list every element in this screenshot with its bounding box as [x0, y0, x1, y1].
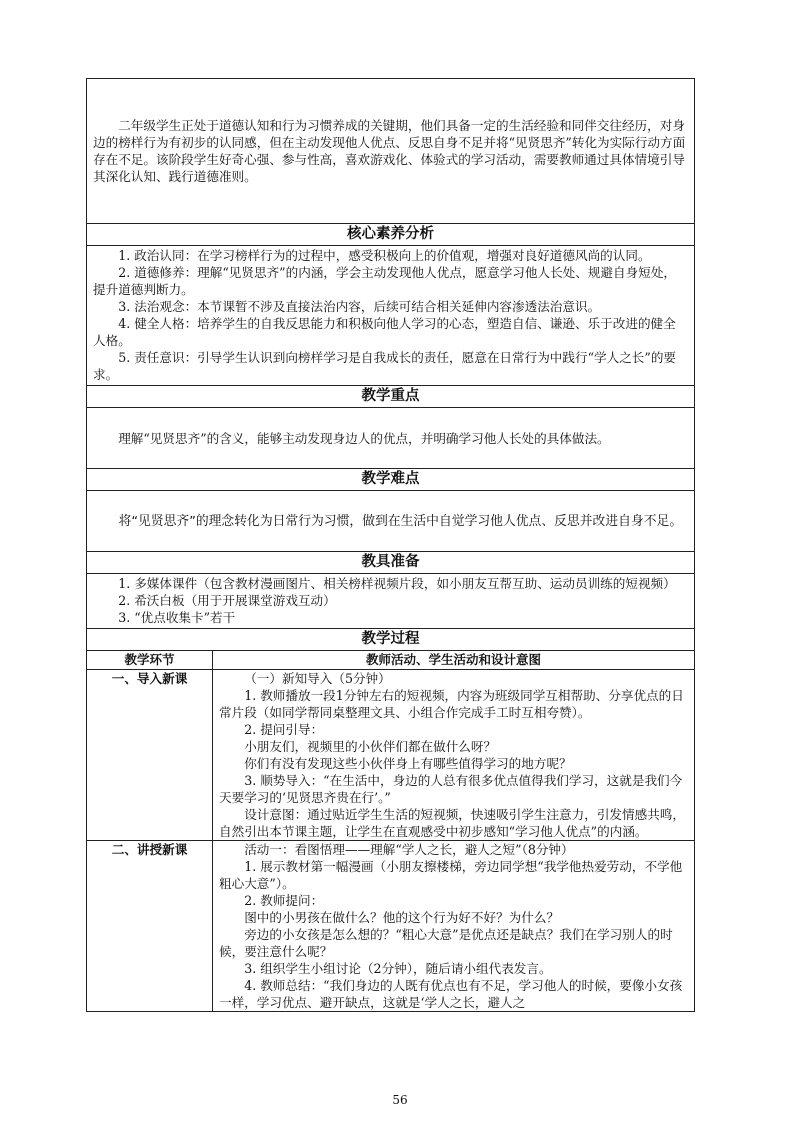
student-analysis-text: 二年级学生正处于道德认知和行为习惯养成的关键期，他们具备一定的生活经验和同伴交往经历，对身边的榜样行为有初步的认同感，但在主动发现他人优点、反思自身不足并将“见贤思齐”转化为实际行动方面存在不足。该阶段学生好奇心强、参与性高，喜欢游戏化、体验式的学习活动，需要教师通过具体情境引导其深化认知、践行道德准则。 — [93, 118, 686, 184]
key-point-heading: 教学重点 — [87, 386, 695, 408]
core-literacy-item: 4. 健全人格：培养学生的自我反思能力和积极向他人学习的心态，塑造自信、谦逊、乐于改进的健全人格。 — [93, 316, 676, 348]
process-heading-row — [87, 629, 695, 651]
process-stage-row — [87, 841, 695, 1012]
difficult-point-row — [87, 491, 695, 552]
core-literacy-heading-row — [87, 224, 695, 246]
stage-name: 二、讲授新课 — [87, 841, 213, 1012]
stage-line: 图中的小男孩在做什么？他的这个行为好不好？为什么？ — [244, 910, 560, 925]
stage-line: 设计意图：通过贴近学生生活的短视频，快速吸引学生注意力，引发情感共鸣，自然引出本节课主题，让学生在直观感受中初步感知“学习他人优点”的内涵。 — [219, 807, 685, 839]
activity-column-header: 教师活动、学生活动和设计意图 — [213, 651, 695, 670]
stage-line: 小朋友们，视频里的小伙伴们都在做什么呀？ — [244, 739, 497, 754]
materials-item: 2. 希沃白板（用于开展课堂游戏互动） — [118, 593, 336, 608]
page-number: 56 — [392, 1093, 408, 1107]
difficult-point-heading: 教学难点 — [87, 469, 695, 491]
process-stage-row — [87, 670, 695, 841]
materials-heading-row — [87, 552, 695, 574]
key-point-heading-row — [87, 386, 695, 408]
difficult-point-heading-row — [87, 469, 695, 491]
stage-line: 你们有没有发现这些小伙伴身上有哪些值得学习的地方呢？ — [244, 756, 572, 771]
stage-column-header: 教学环节 — [87, 651, 213, 670]
process-column-header-row — [87, 651, 695, 670]
lesson-plan-table — [86, 78, 695, 1012]
stage-line: 2. 教师提问： — [244, 893, 324, 908]
core-literacy-row — [87, 246, 695, 386]
process-heading: 教学过程 — [87, 629, 695, 651]
stage-line: 3. 组织学生小组讨论（2分钟），随后请小组代表发言。 — [244, 961, 552, 976]
stage-line: 旁边的小女孩是怎么想的？“粗心大意”是优点还是缺点？我们在学习别人的时候，要注意什么呢？ — [219, 927, 673, 959]
stage-line: 1. 展示教材第一幅漫画（小朋友擦楼梯，旁边同学想“我学他热爱劳动，不学他粗心大意”）。 — [219, 859, 683, 891]
materials-item: 1. 多媒体课件（包含教材漫画图片、相关榜样视频片段，如小朋友互帮互助、运动员训练的短视频） — [118, 576, 676, 591]
stage-line: 2. 提问引导： — [244, 722, 324, 737]
stage-line: 3. 顺势导入：“在生活中，身边的人总有很多优点值得我们学习，这就是我们今天要学习的‘见贤思齐贵在行’。” — [219, 773, 683, 805]
stage-line: 1. 教师播放一段1分钟左右的短视频，内容为班级同学互相帮助、分享优点的日常片段（如同学帮同桌整理文具、小组合作完成手工时互相夸赞）。 — [219, 688, 684, 720]
core-literacy-item: 1. 政治认同：在学习榜样行为的过程中，感受积极向上的价值观，增强对良好道德风尚的认同。 — [118, 248, 651, 263]
key-point-text: 理解“见贤思齐”的含义，能够主动发现身边人的优点，并明确学习他人长处的具体做法。 — [118, 430, 610, 446]
materials-row — [87, 574, 695, 629]
stage-name: 一、导入新课 — [87, 670, 213, 841]
difficult-point-text: 将“见贤思齐”的理念转化为日常行为习惯，做到在生活中自觉学习他人优点、反思并改进自身不足。 — [118, 513, 683, 529]
stage-line: 4. 教师总结：“我们身边的人既有优点也有不足，学习他人的时候，要像小女孩一样，学习优点、避开缺点，这就是‘学人之长，避人之 — [219, 978, 683, 1010]
stage-line: 活动一：看图悟理——理解“学人之长，避人之短”（8分钟） — [244, 842, 574, 857]
student-analysis-row — [87, 79, 695, 224]
core-literacy-heading: 核心素养分析 — [87, 224, 695, 246]
materials-heading: 教具准备 — [87, 552, 695, 574]
core-literacy-item: 3. 法治观念：本节课暂不涉及直接法治内容，后续可结合相关延伸内容渗透法治意识。 — [118, 299, 601, 314]
materials-item: 3. “优点收集卡”若干 — [118, 610, 236, 625]
core-literacy-item: 2. 道德修养：理解“见贤思齐”的内涵，学会主动发现他人优点，愿意学习他人长处、规避自身短处，提升道德判断力。 — [93, 265, 677, 297]
stage-line: （一）新知导入（5分钟） — [244, 671, 391, 686]
core-literacy-item: 5. 责任意识：引导学生认识到向榜样学习是自我成长的责任，愿意在日常行为中践行“学人之长”的要求。 — [93, 350, 677, 382]
key-point-row — [87, 408, 695, 469]
